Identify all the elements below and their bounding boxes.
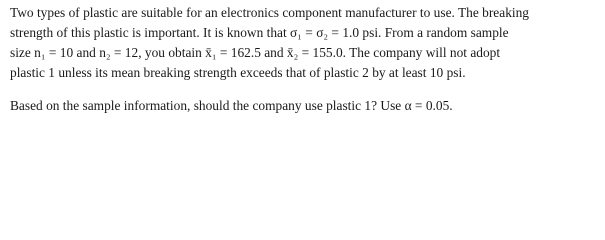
statement-line-4: plastic 1 unless its mean breaking strength exceeds that of plastic 2 by at least 10 psi. [10,65,466,80]
statement-line-3: size n₁ = 10 and n₂ = 12, you obtain x̄₁ = 162.5 and x̄₂ = 155.0. The company will not adopt [10,45,501,60]
statement-line-2: strength of this plastic is important. It is known that σ₁ = σ₂ = 1.0 psi. From a random sample [10,25,509,40]
statement-line-1: Two types of plastic are suitable for an electronics component manufacturer to use. The breaking [10,5,530,20]
question-line: Based on the sample information, should the company use plastic 1? Use α = 0.05. [10,98,453,113]
question [10,96,602,116]
problem-statement [10,3,602,83]
